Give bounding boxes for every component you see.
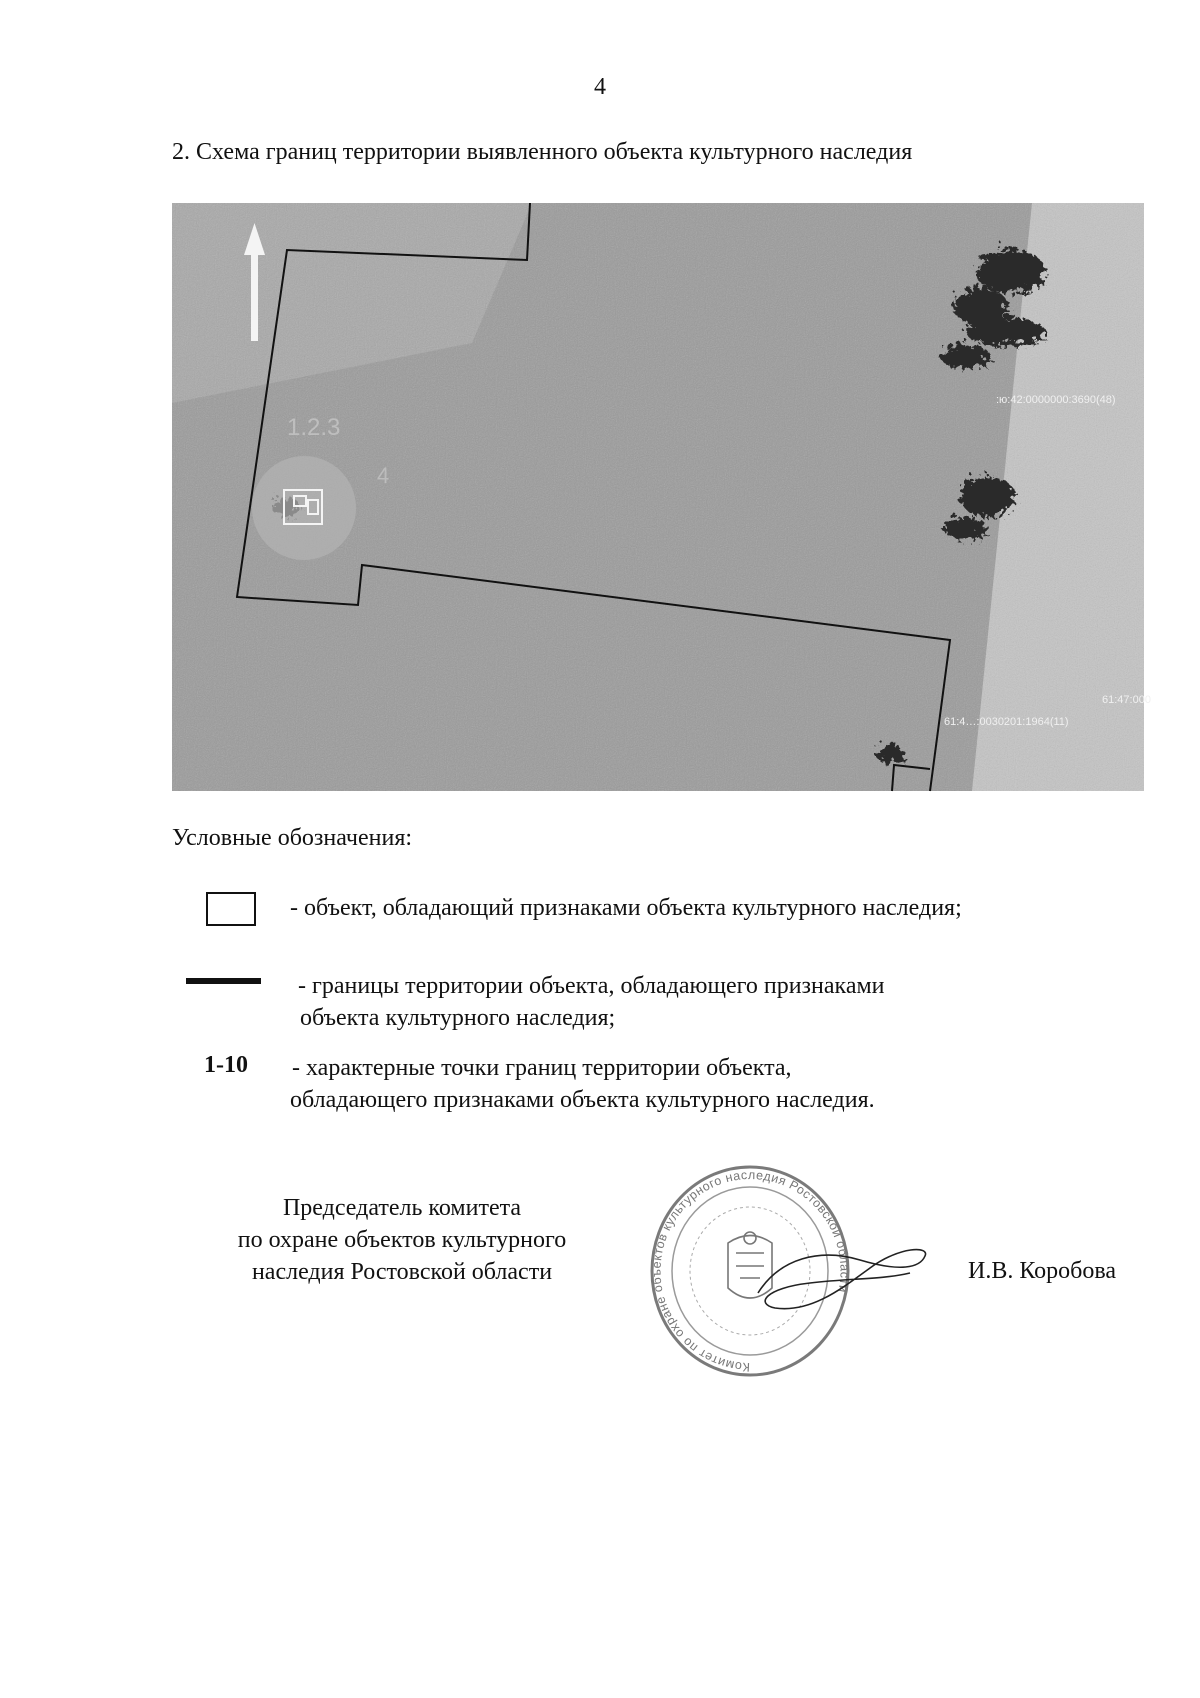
legend-points-symbol: 1-10 — [204, 1052, 248, 1078]
signatory-title — [192, 1192, 612, 1288]
legend-points-line1: - характерные точки границ территории объекта, — [292, 1055, 792, 1081]
legend-object-text: - объект, обладающий признаками объекта культурного наследия; — [290, 895, 962, 921]
boundary-scheme-map — [172, 203, 1151, 791]
legend-points-line2: обладающего признаками объекта культурного наследия. — [290, 1087, 875, 1113]
cadastral-label-1: :ю:42:0000000:3690(48) — [996, 394, 1116, 406]
clearing-circle — [252, 456, 356, 560]
section-title: 2. Схема границ территории выявленного объекта культурного наследия — [172, 139, 913, 165]
point-labels: 1.2.3 — [287, 414, 341, 441]
legend-boundary-symbol — [186, 978, 261, 984]
page-number: 4 — [594, 74, 606, 100]
signatory-title-line1: Председатель комитета — [282, 1195, 522, 1221]
legend-boundary-line1: - границы территории объекта, обладающего признаками — [298, 973, 885, 999]
signer-name: И.В. Коробова — [968, 1258, 1117, 1284]
handwritten-signature — [750, 1238, 950, 1328]
legend-points-text — [292, 1052, 875, 1116]
legend-object-symbol — [206, 892, 256, 926]
svg-text:Комитет по охране объектов кул: Комитет по охране объектов культурного наследия Ростовской области — [649, 1167, 852, 1375]
point-label-4: 4 — [377, 463, 390, 488]
signatory-title-line2: по охране объектов культурного — [237, 1227, 567, 1253]
legend-boundary-line2: объекта культурного наследия; — [300, 1005, 616, 1031]
cadastral-label-3: 61:4…:0030201:1964(11) — [944, 716, 1069, 728]
legend-title: Условные обозначения: — [172, 825, 413, 851]
legend-boundary-text — [298, 970, 885, 1034]
signatory-title-line3: наследия Ростовской области — [251, 1259, 553, 1285]
cadastral-label-2: 61:47:000 — [1102, 694, 1151, 706]
